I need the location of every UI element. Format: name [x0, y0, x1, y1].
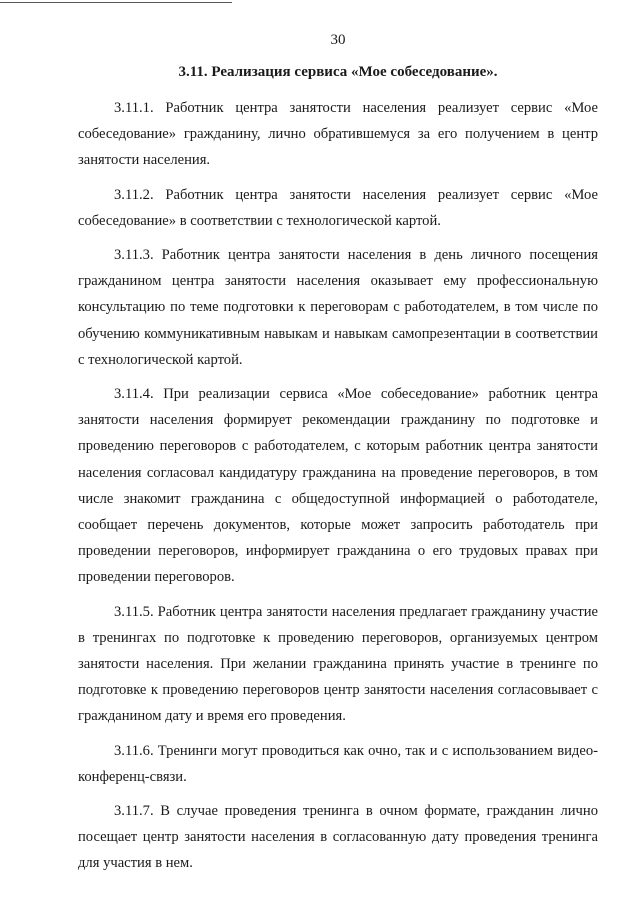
paragraph-3-11-3: 3.11.3. Работник центра занятости населения в день личного посещения гражданином центра занятости населения оказывает ему профессиональную консультацию по теме подготовки к переговорам с работодателем, в том числе по обучению коммуникативным навыкам и навыкам самопрезентации в соответствии с технологической картой.	[78, 247, 598, 368]
section-body	[78, 95, 598, 885]
paragraph-3-11-7: 3.11.7. В случае проведения тренинга в очном формате, гражданин лично посещает центр занятости населения в согласованную дату проведения тренинга для участия в нем.	[78, 803, 598, 872]
paragraph-3-11-1: 3.11.1. Работник центра занятости населения реализует сервис «Мое собеседование» гражданину, лично обратившемуся за его получением в центр занятости населения.	[78, 100, 598, 169]
top-edge-rule	[0, 2, 232, 3]
page-number: 30	[330, 32, 346, 48]
section-title: 3.11. Реализация сервиса «Мое собеседование».	[178, 64, 498, 80]
paragraph-3-11-2: 3.11.2. Работник центра занятости населения реализует сервис «Мое собеседование» в соответствии с технологической картой.	[78, 186, 598, 229]
paragraph-3-11-6: 3.11.6. Тренинги могут проводиться как очно, так и с использованием видео-конференц-связи.	[78, 742, 598, 785]
paragraph-3-11-4: 3.11.4. При реализации сервиса «Мое собеседование» работник центра занятости населения формирует рекомендации гражданину по подготовке и проведению переговоров с работодателем, с которым работник центра занятости населения согласовал кандидатуру гражданина на проведение переговоров, в том числе знакомит гражданина с общедоступной информацией о работодателе, сообщает перечень документов, которые может запросить работодатель при проведении переговоров, информирует гражданина о его трудовых правах при проведении переговоров.	[78, 386, 598, 586]
paragraph-3-11-5: 3.11.5. Работник центра занятости населения предлагает гражданину участие в тренингах по подготовке к проведению переговоров, организуемых центром занятости населения. При желании гражданина принять участие в тренинге по подготовке к проведению переговоров центр занятости населения согласовывает с гражданином дату и время его проведения.	[78, 603, 598, 725]
